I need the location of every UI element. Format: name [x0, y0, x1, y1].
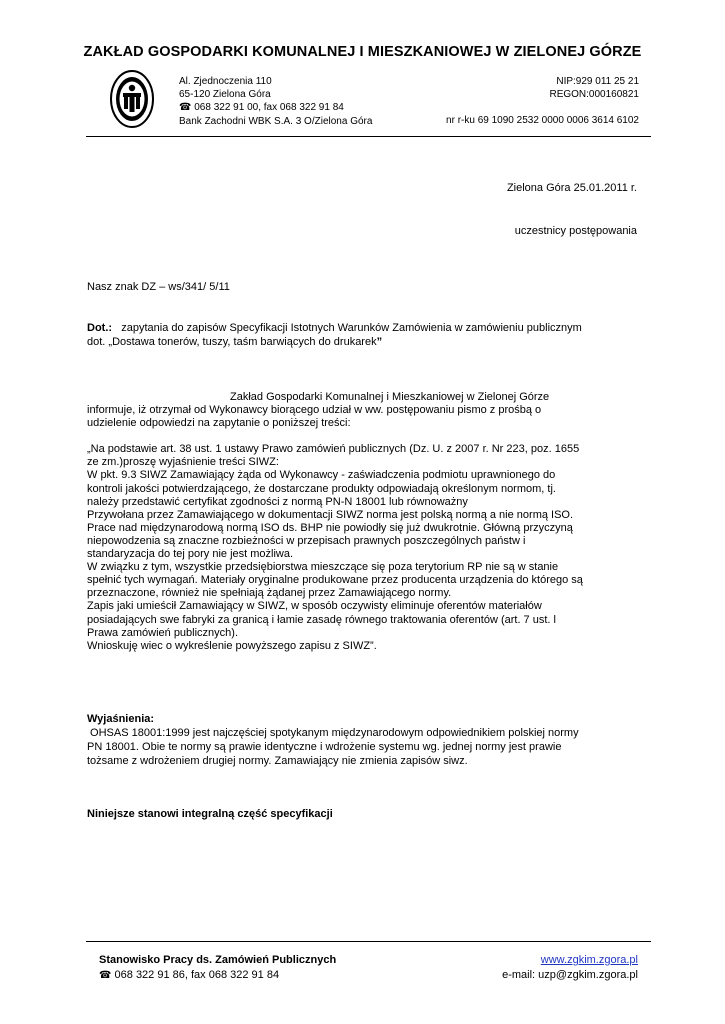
subject-line-1: zapytania do zapisów Specyfikacji Istotnych Warunków Zamówienia w zamówieniu publicznym — [121, 322, 582, 334]
registration-block — [446, 75, 639, 128]
quote-line: przeznaczone, również nie spełniają żądanej przez Zamawiającego normy. — [87, 587, 452, 600]
closing-statement: Niniejsze stanowi integralną część specyfikacji — [87, 808, 333, 820]
address-city: 65-120 Zielona Góra — [179, 89, 271, 101]
address-block — [179, 75, 372, 128]
quote-line: niepowodzenia są znaczne rozbieżności w przepisach prawnych poszczególnych państw i — [87, 534, 526, 547]
regon-number: REGON:000160821 — [549, 89, 639, 101]
website-link[interactable]: www.zgkim.zgora.pl — [540, 954, 638, 966]
footer-department: Stanowisko Pracy ds. Zamówień Publicznych — [99, 954, 337, 966]
phone-fax-line: ☎ 068 322 91 00, fax 068 322 91 84 — [179, 102, 344, 114]
quote-line: standaryzacja do tej pory nie jest możliwa. — [87, 548, 294, 561]
phone-icon: ☎ — [99, 969, 112, 981]
explanation-heading: Wyjaśnienia: — [87, 713, 155, 725]
company-logo — [110, 70, 154, 128]
quote-line: W pkt. 9.3 SIWZ Zamawiający żąda od Wykonawcy - zaświadczenia podmiotu uprawnionego do — [87, 469, 556, 482]
quote-line: W związku z tym, wszystkie przedsiębiorstwa mieszczące się poza terytorium RP nie są w stanie — [87, 561, 559, 574]
quote-line: Prace nad międzynarodową normą ISO ds. BHP nie powiodły się już dwukrotnie. Główną przyczyną — [87, 521, 573, 534]
footer-online — [502, 953, 638, 982]
address-street: Al. Zjednoczenia 110 — [179, 76, 272, 87]
reference-number: Nasz znak DZ – ws/341/ 5/11 — [87, 281, 230, 293]
explanation-line: PN 18001. Obie te normy są prawie identyczne i wdrożenie systemu wg. jednej normy jest prawie — [87, 741, 562, 753]
subject-label: Dot.: — [87, 322, 113, 334]
footer-divider — [86, 941, 651, 942]
explanation-line: OHSAS 18001:1999 jest najczęściej spotykanym międzynarodowym odpowiednikiem polskiej normy — [87, 727, 579, 739]
footer-contact — [99, 953, 336, 983]
intro-line: udzielenie odpowiedzi na zapytanie o poniższej treści: — [87, 417, 351, 430]
subject-block — [87, 321, 647, 349]
explanation-block — [87, 712, 647, 768]
quote-line: Wnioskuję wiec o wykreślenie powyższego zapisu z SIWZ”. — [87, 639, 377, 652]
letter-body — [87, 391, 647, 653]
quote-line: należy przedstawić certyfikat zgodności z normą PN-N 18001 lub równoważny — [87, 495, 468, 508]
quote-line: spełnić tych wymagań. Materiały oryginalne produkowane przez producenta urządzenia do którego są — [87, 574, 583, 587]
quote-line: ze zm.)proszę wyjaśnienie treści SIWZ: — [87, 456, 279, 469]
quote-line: Zapis jaki umieścił Zamawiający w SIWZ, w sposób oczywisty eliminuje oferentów materiałów — [87, 600, 542, 613]
quote-line: Prawa zamówień publicznych). — [87, 626, 239, 639]
subject-closing-quote: ” — [376, 336, 383, 348]
quote-line: „Na podstawie art. 38 ust. 1 ustawy Prawo zamówień publicznych (Dz. U. z 2007 r. Nr 223, poz. 1655 — [87, 443, 580, 456]
intro-line: Zakład Gospodarki Komunalnej i Mieszkaniowej w Zielonej Górze — [230, 391, 550, 403]
footer-email[interactable]: e-mail: uzp@zgkim.zgora.pl — [502, 968, 638, 981]
intro-line: informuje, iż otrzymał od Wykonawcy biorącego udział w ww. postępowaniu pismo z prośbą o — [87, 404, 542, 417]
explanation-line: tożsame z wdrożeniem drugiej normy. Zamawiający nie zmienia zapisów siwz. — [87, 755, 468, 767]
footer-phone-line: ☎ 068 322 91 86, fax 068 322 91 84 — [99, 968, 280, 981]
quote-line: Przywołana przez Zamawiającego w dokumentacji SIWZ norma jest polską normą a nie normą ISO. — [87, 508, 574, 521]
bank-name: Bank Zachodni WBK S.A. 3 O/Zielona Góra — [179, 115, 373, 127]
org-title: ZAKŁAD GOSPODARKI KOMUNALNEJ I MIESZKANIOWEJ W ZIELONEJ GÓRZE — [83, 44, 642, 60]
letter-recipient: uczestnicy postępowania — [514, 225, 637, 237]
subject-line-2: dot. „Dostawa tonerów, tuszy, taśm barwiących do drukarek — [87, 336, 377, 348]
quote-line: kontroli jakości potwierdzającego, że dostarczane produkty odpowiadają określonym normom, tj. — [87, 482, 556, 495]
quote-line: posiadających swe fabryki za granicą i łamie zasadę równego traktowania oferentów (art. 7 ust. l — [87, 613, 556, 626]
header-divider — [86, 136, 651, 137]
letter-date: Zielona Góra 25.01.2011 r. — [506, 182, 637, 194]
phone-icon: ☎ — [179, 102, 192, 114]
nip-number: NIP:929 011 25 21 — [556, 76, 639, 87]
bank-account: nr r-ku 69 1090 2532 0000 0006 3614 6102 — [446, 115, 639, 127]
